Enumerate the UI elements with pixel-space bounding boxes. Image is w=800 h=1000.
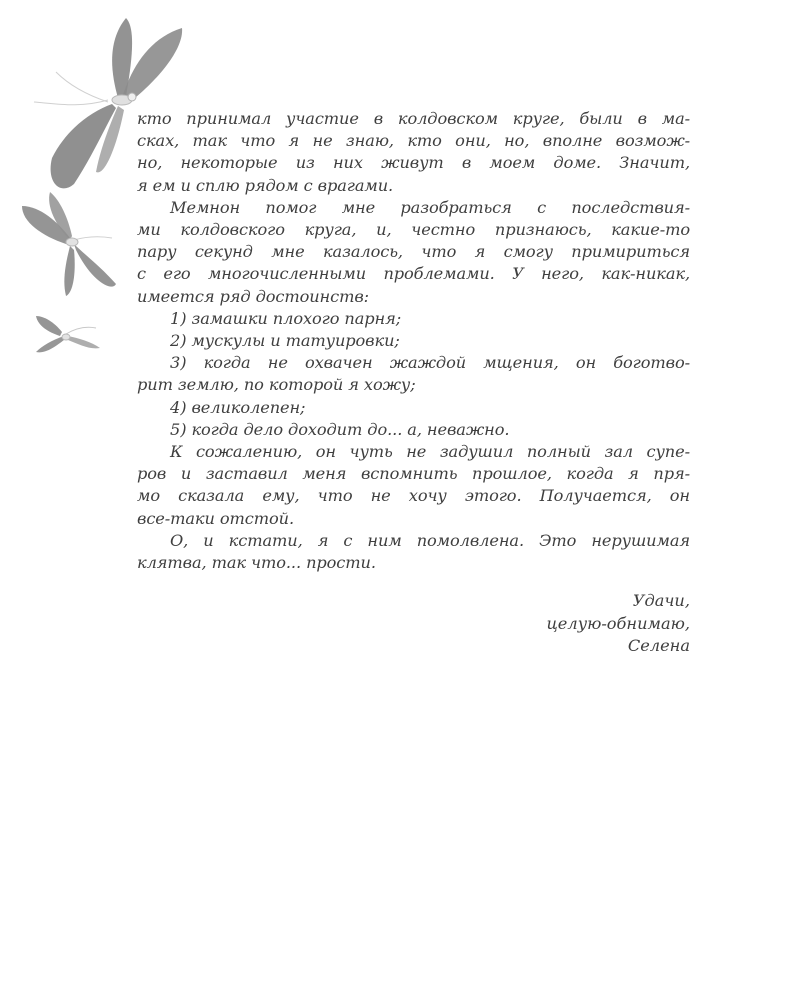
list-item: 3) когда не охвачен жаждой мщения, он боготво- bbox=[170, 353, 690, 373]
text-line: мо сказала ему, что не хочу этого. Получается, он bbox=[137, 486, 690, 506]
dragonfly-icon bbox=[22, 192, 116, 296]
text-line: клятва, так что... прости. bbox=[137, 553, 376, 573]
signature-name: Селена bbox=[627, 636, 690, 655]
text-line: Мемнон помог мне разобраться с последствия- bbox=[170, 197, 690, 217]
text-line: О, и кстати, я с ним помолвлена. Это нерушимая bbox=[170, 530, 690, 550]
signature-greeting: Удачи, bbox=[632, 591, 690, 610]
body-text bbox=[137, 108, 690, 574]
text-line: ров и заставил меня вспомнить прошлое, когда я пря- bbox=[137, 464, 690, 484]
text-line: но, некоторые из них живут в моем доме. Значит, bbox=[137, 153, 690, 173]
text-line: ми колдовского круга, и, честно признаюсь, какие-то bbox=[137, 220, 690, 240]
list-item: 2) мускулы и татуировки; bbox=[170, 331, 400, 351]
text-line: все-таки отстой. bbox=[137, 508, 295, 528]
signature-farewell: целую-обнимаю, bbox=[546, 613, 690, 633]
text-line: кто принимал участие в колдовском круге, были в ма- bbox=[137, 109, 690, 128]
text-line: имеется ряд достоинств: bbox=[137, 286, 370, 306]
text-line: с его многочисленными проблемами. У него, как-никак, bbox=[137, 264, 690, 284]
text-line: К сожалению, он чуть не задушил полный зал супе- bbox=[170, 442, 690, 462]
dragonfly-icon bbox=[36, 316, 100, 352]
list-item: 1) замашки плохого парня; bbox=[170, 308, 402, 328]
text-line: я ем и сплю рядом с врагами. bbox=[137, 175, 394, 195]
list-item: 4) великолепен; bbox=[170, 397, 306, 417]
list-item: 5) когда дело доходит до... а, неважно. bbox=[170, 419, 510, 439]
text-line: пару секунд мне казалось, что я смогу примириться bbox=[137, 242, 690, 262]
text-line: сках, так что я не знаю, кто они, но, вполне возмож- bbox=[137, 131, 690, 151]
list-item: рит землю, по которой я хожу; bbox=[137, 375, 416, 395]
letter-signature bbox=[547, 590, 690, 658]
